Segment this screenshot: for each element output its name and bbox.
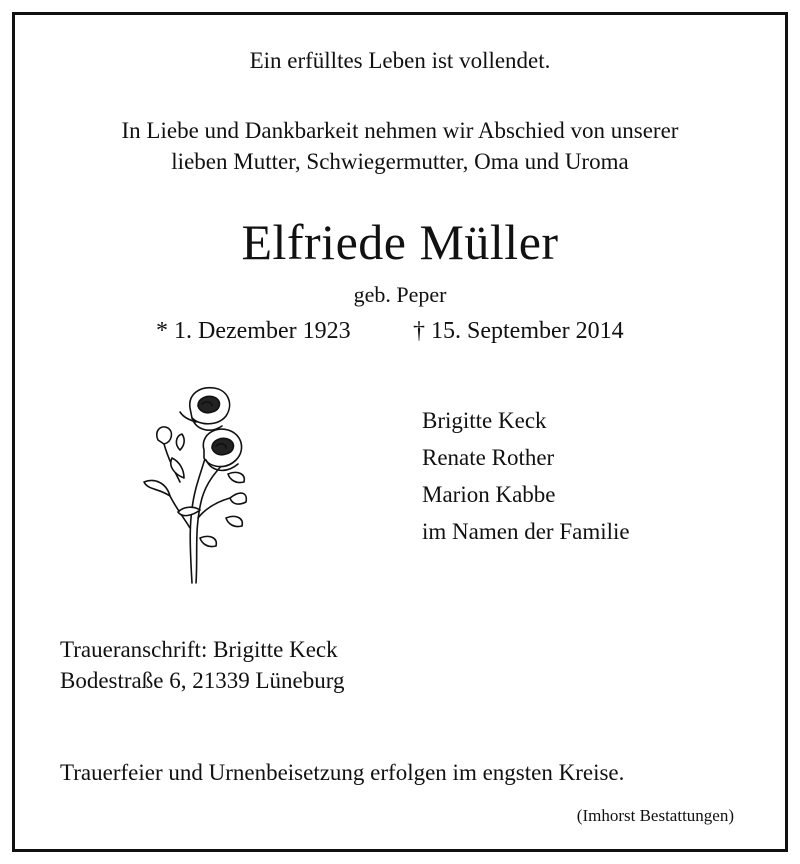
headline: Ein erfülltes Leben ist vollendet. — [249, 48, 551, 73]
funeral-note: Trauerfeier und Urnenbeisetzung erfolgen im engsten Kreise. — [60, 760, 625, 785]
family-note: im Namen der Familie — [422, 519, 630, 544]
address-line-2: Bodestraße 6, 21339 Lüneburg — [60, 668, 345, 693]
birth-date: * 1. Dezember 1923 — [156, 318, 351, 344]
address-line-1: Traueranschrift: Brigitte Keck — [60, 637, 338, 662]
survivor-name: Renate Rother — [422, 445, 555, 470]
mourning-address — [60, 634, 344, 696]
undertaker-name: (Imhorst Bestattungen) — [576, 806, 734, 825]
deceased-name: Elfriede Müller — [241, 214, 559, 270]
survivors-list — [422, 402, 630, 550]
rose-icon — [140, 378, 250, 590]
survivor-name: Marion Kabbe — [422, 482, 556, 507]
maiden-name: geb. Peper — [353, 282, 447, 307]
life-dates — [0, 318, 800, 352]
survivor-name: Brigitte Keck — [422, 408, 547, 433]
intro-line-2: lieben Mutter, Schwiegermutter, Oma und Uroma — [171, 149, 629, 174]
death-date: † 15. September 2014 — [413, 318, 624, 344]
intro-line-1: In Liebe und Dankbarkeit nehmen wir Abschied von unserer — [121, 118, 679, 143]
